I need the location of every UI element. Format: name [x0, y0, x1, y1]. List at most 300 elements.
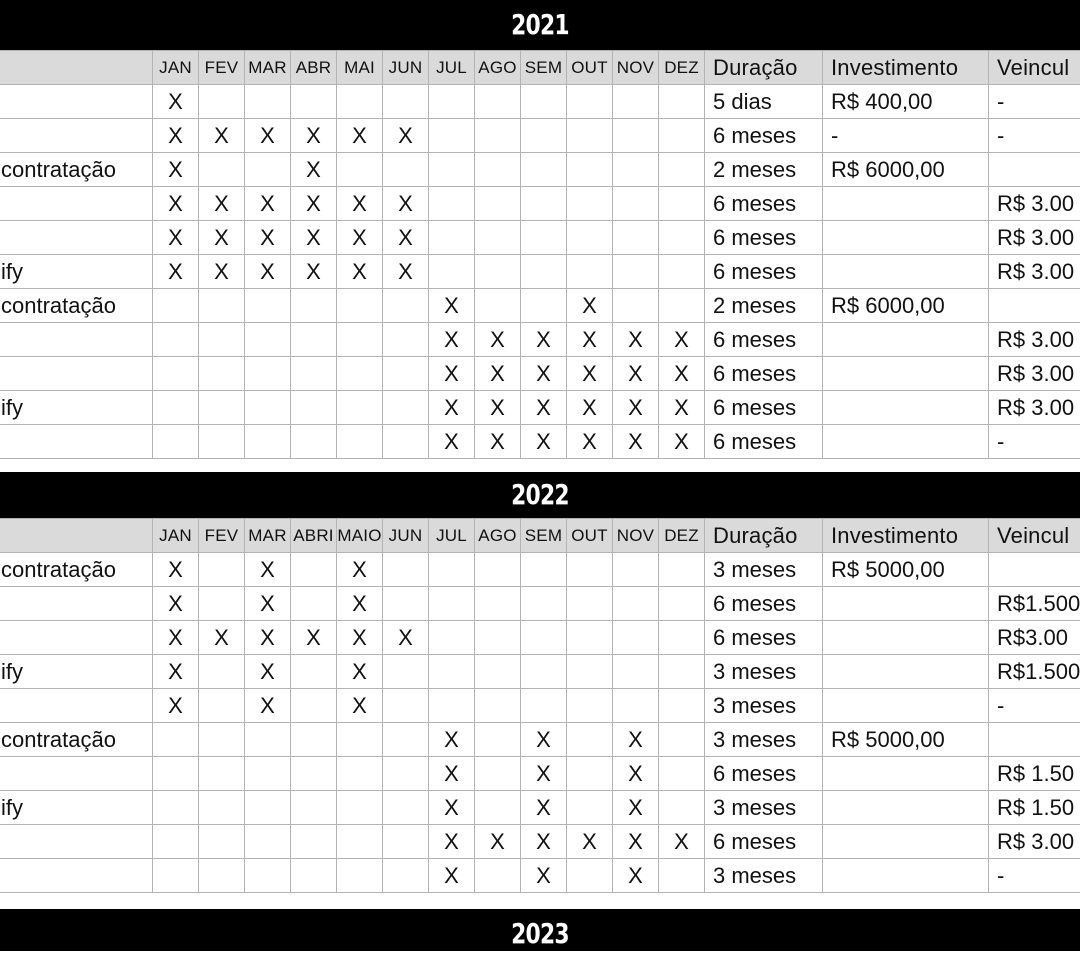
year-bar-2021 [0, 0, 1080, 50]
investimento-cell: R$ 6000,00 [823, 153, 989, 187]
duracao-cell: 3 meses [705, 655, 823, 689]
month-mark-cell [291, 85, 337, 119]
month-mark-cell [521, 655, 567, 689]
month-mark-cell [383, 153, 429, 187]
investimento-cell: R$ 5000,00 [823, 723, 989, 757]
month-mark-cell: X [337, 689, 383, 723]
investimento-cell [823, 357, 989, 391]
month-mark-cell [659, 255, 705, 289]
month-mark-cell [475, 553, 521, 587]
month-mark-cell [199, 425, 245, 459]
month-mark-cell [521, 153, 567, 187]
month-header: JAN [153, 51, 199, 85]
month-mark-cell [245, 289, 291, 323]
investimento-cell [823, 587, 989, 621]
veiculacao-cell: R$1.500 [989, 655, 1080, 689]
month-mark-cell [613, 221, 659, 255]
month-mark-cell: X [429, 323, 475, 357]
month-mark-cell [245, 85, 291, 119]
month-mark-cell: X [429, 859, 475, 893]
duracao-cell: 6 meses [705, 825, 823, 859]
row-name-cell [0, 825, 153, 859]
month-mark-cell [521, 689, 567, 723]
month-mark-cell [613, 153, 659, 187]
month-mark-cell [475, 153, 521, 187]
month-mark-cell [567, 655, 613, 689]
month-mark-cell [153, 289, 199, 323]
table-row [0, 587, 1080, 621]
month-mark-cell [199, 689, 245, 723]
investimento-cell [823, 859, 989, 893]
month-mark-cell: X [521, 825, 567, 859]
duracao-cell: 6 meses [705, 187, 823, 221]
month-mark-cell: X [337, 655, 383, 689]
month-mark-cell: X [337, 255, 383, 289]
month-mark-cell [383, 391, 429, 425]
month-mark-cell [567, 757, 613, 791]
row-name-cell: ify [0, 255, 153, 289]
month-mark-cell [429, 119, 475, 153]
duracao-cell: 6 meses [705, 221, 823, 255]
table-row [0, 723, 1080, 757]
duracao-header: Duração [705, 51, 823, 85]
veiculacao-cell: R$ 3.00 [989, 221, 1080, 255]
month-mark-cell [521, 119, 567, 153]
month-mark-cell: X [153, 655, 199, 689]
month-mark-cell [245, 825, 291, 859]
month-mark-cell [337, 85, 383, 119]
month-mark-cell: X [337, 621, 383, 655]
month-mark-cell [383, 655, 429, 689]
duracao-cell: 3 meses [705, 689, 823, 723]
month-mark-cell: X [521, 391, 567, 425]
year-label: 2022 [511, 472, 569, 518]
month-mark-cell [153, 791, 199, 825]
month-mark-cell [199, 723, 245, 757]
month-mark-cell [199, 859, 245, 893]
month-mark-cell [567, 859, 613, 893]
section-2022 [0, 472, 1080, 893]
month-header: FEV [199, 519, 245, 553]
month-mark-cell [521, 621, 567, 655]
month-mark-cell [153, 757, 199, 791]
month-header: AGO [475, 519, 521, 553]
month-mark-cell [475, 859, 521, 893]
month-mark-cell [291, 689, 337, 723]
month-mark-cell [613, 119, 659, 153]
month-mark-cell [199, 357, 245, 391]
month-header: NOV [613, 51, 659, 85]
month-mark-cell: X [337, 587, 383, 621]
month-header: MAR [245, 51, 291, 85]
month-mark-cell: X [429, 391, 475, 425]
investimento-cell: R$ 6000,00 [823, 289, 989, 323]
duracao-cell: 6 meses [705, 323, 823, 357]
month-mark-cell: X [383, 255, 429, 289]
month-mark-cell: X [291, 621, 337, 655]
month-mark-cell: X [245, 689, 291, 723]
month-mark-cell [659, 289, 705, 323]
row-name-cell: contratação [0, 289, 153, 323]
month-mark-cell: X [199, 119, 245, 153]
month-mark-cell: X [291, 153, 337, 187]
month-mark-cell [567, 153, 613, 187]
table-row [0, 689, 1080, 723]
table-row [0, 425, 1080, 459]
month-mark-cell [659, 757, 705, 791]
month-mark-cell [383, 757, 429, 791]
month-mark-cell: X [291, 119, 337, 153]
row-name-cell [0, 757, 153, 791]
month-mark-cell: X [337, 221, 383, 255]
veiculacao-cell [989, 553, 1080, 587]
month-mark-cell [383, 859, 429, 893]
month-mark-cell: X [153, 85, 199, 119]
duracao-cell: 3 meses [705, 859, 823, 893]
duracao-cell: 6 meses [705, 357, 823, 391]
duracao-cell: 6 meses [705, 757, 823, 791]
month-mark-cell: X [613, 723, 659, 757]
month-mark-cell [475, 757, 521, 791]
month-mark-cell: X [199, 187, 245, 221]
month-mark-cell [429, 255, 475, 289]
schedule-table-2021 [0, 50, 1080, 459]
month-mark-cell: X [613, 357, 659, 391]
month-mark-cell [291, 791, 337, 825]
month-mark-cell: X [429, 723, 475, 757]
month-mark-cell: X [429, 757, 475, 791]
month-mark-cell: X [383, 621, 429, 655]
month-mark-cell: X [245, 187, 291, 221]
month-header: MAR [245, 519, 291, 553]
month-mark-cell: X [245, 119, 291, 153]
month-mark-cell: X [383, 119, 429, 153]
month-mark-cell: X [429, 289, 475, 323]
row-name-cell [0, 119, 153, 153]
month-mark-cell: X [475, 425, 521, 459]
investimento-cell [823, 825, 989, 859]
schedule-table-2022 [0, 518, 1080, 893]
month-mark-cell [475, 255, 521, 289]
month-mark-cell: X [245, 621, 291, 655]
month-mark-cell: X [567, 289, 613, 323]
month-mark-cell: X [521, 323, 567, 357]
month-mark-cell [291, 723, 337, 757]
month-mark-cell [291, 553, 337, 587]
month-mark-cell [383, 85, 429, 119]
table-row [0, 119, 1080, 153]
month-mark-cell [337, 825, 383, 859]
month-header: SEM [521, 51, 567, 85]
month-mark-cell [613, 655, 659, 689]
month-mark-cell [337, 723, 383, 757]
month-mark-cell [567, 119, 613, 153]
header-blank-cell [0, 51, 153, 85]
month-mark-cell: X [291, 255, 337, 289]
month-mark-cell [153, 723, 199, 757]
duracao-cell: 6 meses [705, 391, 823, 425]
duracao-cell: 3 meses [705, 791, 823, 825]
month-mark-cell: X [613, 425, 659, 459]
veiculacao-cell: R$ 1.50 [989, 757, 1080, 791]
month-header: AGO [475, 51, 521, 85]
month-mark-cell [429, 689, 475, 723]
investimento-cell [823, 425, 989, 459]
month-mark-cell: X [429, 825, 475, 859]
month-mark-cell [521, 221, 567, 255]
month-mark-cell: X [153, 119, 199, 153]
month-mark-cell [659, 587, 705, 621]
investimento-cell [823, 621, 989, 655]
row-name-cell [0, 187, 153, 221]
month-mark-cell [199, 825, 245, 859]
row-name-cell [0, 357, 153, 391]
month-mark-cell [567, 221, 613, 255]
month-mark-cell: X [659, 323, 705, 357]
row-name-cell: ify [0, 391, 153, 425]
investimento-cell [823, 323, 989, 357]
month-mark-cell [383, 587, 429, 621]
month-mark-cell [475, 723, 521, 757]
veiculacao-cell: - [989, 425, 1080, 459]
month-mark-cell [291, 825, 337, 859]
month-mark-cell [199, 153, 245, 187]
investimento-cell [823, 791, 989, 825]
month-mark-cell [337, 757, 383, 791]
duracao-cell: 6 meses [705, 621, 823, 655]
month-mark-cell: X [153, 621, 199, 655]
month-mark-cell: X [475, 825, 521, 859]
month-mark-cell [153, 859, 199, 893]
month-mark-cell [383, 553, 429, 587]
investimento-header: Investimento [823, 519, 989, 553]
month-mark-cell [383, 289, 429, 323]
month-mark-cell [613, 85, 659, 119]
month-header: JUN [383, 51, 429, 85]
table-row [0, 153, 1080, 187]
month-mark-cell [153, 425, 199, 459]
month-mark-cell [475, 791, 521, 825]
row-name-cell [0, 621, 153, 655]
duracao-header: Duração [705, 519, 823, 553]
month-mark-cell: X [567, 391, 613, 425]
month-mark-cell [613, 553, 659, 587]
veiculacao-cell [989, 289, 1080, 323]
month-mark-cell: X [337, 553, 383, 587]
row-name-cell [0, 859, 153, 893]
month-mark-cell [659, 621, 705, 655]
month-mark-cell: X [429, 425, 475, 459]
month-mark-cell: X [337, 119, 383, 153]
table-row [0, 621, 1080, 655]
month-mark-cell [475, 621, 521, 655]
month-header: DEZ [659, 51, 705, 85]
month-mark-cell: X [475, 357, 521, 391]
month-mark-cell [567, 255, 613, 289]
month-mark-cell [199, 323, 245, 357]
month-mark-cell: X [199, 255, 245, 289]
month-mark-cell: X [567, 323, 613, 357]
month-mark-cell [659, 119, 705, 153]
veiculacao-cell: R$1.500 [989, 587, 1080, 621]
row-name-cell: contratação [0, 153, 153, 187]
veiculacao-cell [989, 153, 1080, 187]
duracao-cell: 6 meses [705, 587, 823, 621]
row-name-cell [0, 587, 153, 621]
month-mark-cell [613, 621, 659, 655]
month-mark-cell [245, 357, 291, 391]
month-mark-cell: X [659, 425, 705, 459]
veiculacao-cell: R$3.00 [989, 621, 1080, 655]
month-mark-cell [153, 825, 199, 859]
month-mark-cell [337, 323, 383, 357]
month-mark-cell [383, 425, 429, 459]
month-mark-cell [153, 391, 199, 425]
duracao-cell: 3 meses [705, 553, 823, 587]
month-mark-cell [383, 323, 429, 357]
month-mark-cell [429, 221, 475, 255]
veiculacao-header: Veincul [989, 519, 1080, 553]
month-header: JUL [429, 519, 475, 553]
month-mark-cell [521, 85, 567, 119]
duracao-cell: 6 meses [705, 255, 823, 289]
month-header: MAIO [337, 519, 383, 553]
month-mark-cell [245, 859, 291, 893]
month-mark-cell [613, 255, 659, 289]
month-mark-cell [521, 553, 567, 587]
table-row [0, 323, 1080, 357]
month-mark-cell [291, 757, 337, 791]
month-mark-cell: X [153, 255, 199, 289]
table-row [0, 85, 1080, 119]
month-mark-cell [475, 689, 521, 723]
month-mark-cell [567, 689, 613, 723]
month-mark-cell: X [383, 221, 429, 255]
header-row [0, 51, 1080, 85]
month-mark-cell [429, 621, 475, 655]
month-mark-cell [521, 587, 567, 621]
month-mark-cell [429, 655, 475, 689]
month-mark-cell: X [659, 825, 705, 859]
month-mark-cell [291, 859, 337, 893]
month-mark-cell [475, 289, 521, 323]
month-mark-cell [245, 425, 291, 459]
month-mark-cell [383, 357, 429, 391]
section-2023 [0, 909, 1080, 951]
table-row [0, 187, 1080, 221]
month-mark-cell [659, 187, 705, 221]
month-mark-cell [337, 289, 383, 323]
row-name-cell [0, 85, 153, 119]
month-mark-cell [475, 119, 521, 153]
month-header: OUT [567, 519, 613, 553]
section-2021 [0, 0, 1080, 459]
month-mark-cell [291, 357, 337, 391]
month-mark-cell [659, 689, 705, 723]
month-mark-cell [245, 757, 291, 791]
investimento-cell [823, 655, 989, 689]
month-mark-cell [337, 425, 383, 459]
month-mark-cell [383, 723, 429, 757]
month-mark-cell [521, 255, 567, 289]
month-header: OUT [567, 51, 613, 85]
row-name-cell: ify [0, 791, 153, 825]
investimento-cell: R$ 400,00 [823, 85, 989, 119]
month-mark-cell: X [153, 553, 199, 587]
month-header: ABRI [291, 519, 337, 553]
table-row [0, 553, 1080, 587]
table-row [0, 791, 1080, 825]
month-mark-cell [613, 689, 659, 723]
month-mark-cell [337, 859, 383, 893]
month-mark-cell [475, 655, 521, 689]
month-mark-cell [659, 85, 705, 119]
row-name-cell [0, 425, 153, 459]
table-row [0, 859, 1080, 893]
year-bar-2022 [0, 472, 1080, 518]
month-mark-cell: X [567, 425, 613, 459]
month-mark-cell [567, 553, 613, 587]
month-mark-cell [659, 655, 705, 689]
month-header: JUN [383, 519, 429, 553]
month-mark-cell [567, 587, 613, 621]
month-mark-cell: X [659, 391, 705, 425]
month-mark-cell [199, 757, 245, 791]
investimento-cell [823, 689, 989, 723]
veiculacao-cell: R$ 3.00 [989, 825, 1080, 859]
month-mark-cell [245, 723, 291, 757]
month-mark-cell [383, 791, 429, 825]
month-mark-cell: X [613, 757, 659, 791]
row-name-cell: contratação [0, 723, 153, 757]
month-mark-cell: X [659, 357, 705, 391]
month-mark-cell: X [153, 587, 199, 621]
table-row [0, 757, 1080, 791]
veiculacao-cell: R$ 1.50 [989, 791, 1080, 825]
year-bar-2023 [0, 909, 1080, 951]
veiculacao-cell: - [989, 85, 1080, 119]
row-name-cell [0, 221, 153, 255]
month-mark-cell [567, 621, 613, 655]
month-mark-cell [429, 153, 475, 187]
month-mark-cell [291, 587, 337, 621]
month-mark-cell: X [567, 825, 613, 859]
duracao-cell: 2 meses [705, 153, 823, 187]
investimento-cell: - [823, 119, 989, 153]
month-mark-cell [567, 791, 613, 825]
veiculacao-cell: R$ 3.00 [989, 357, 1080, 391]
month-mark-cell [613, 289, 659, 323]
month-mark-cell [475, 187, 521, 221]
month-header: JUL [429, 51, 475, 85]
month-mark-cell [337, 391, 383, 425]
veiculacao-cell: - [989, 859, 1080, 893]
year-label: 2023 [511, 909, 569, 959]
month-mark-cell [245, 391, 291, 425]
month-mark-cell: X [429, 791, 475, 825]
month-mark-cell [291, 425, 337, 459]
table-row [0, 289, 1080, 323]
month-mark-cell [291, 323, 337, 357]
month-mark-cell: X [245, 587, 291, 621]
month-mark-cell [659, 859, 705, 893]
month-mark-cell [291, 391, 337, 425]
row-name-cell: ify [0, 655, 153, 689]
investimento-cell: R$ 5000,00 [823, 553, 989, 587]
month-mark-cell: X [475, 323, 521, 357]
month-mark-cell [199, 655, 245, 689]
month-mark-cell: X [153, 153, 199, 187]
